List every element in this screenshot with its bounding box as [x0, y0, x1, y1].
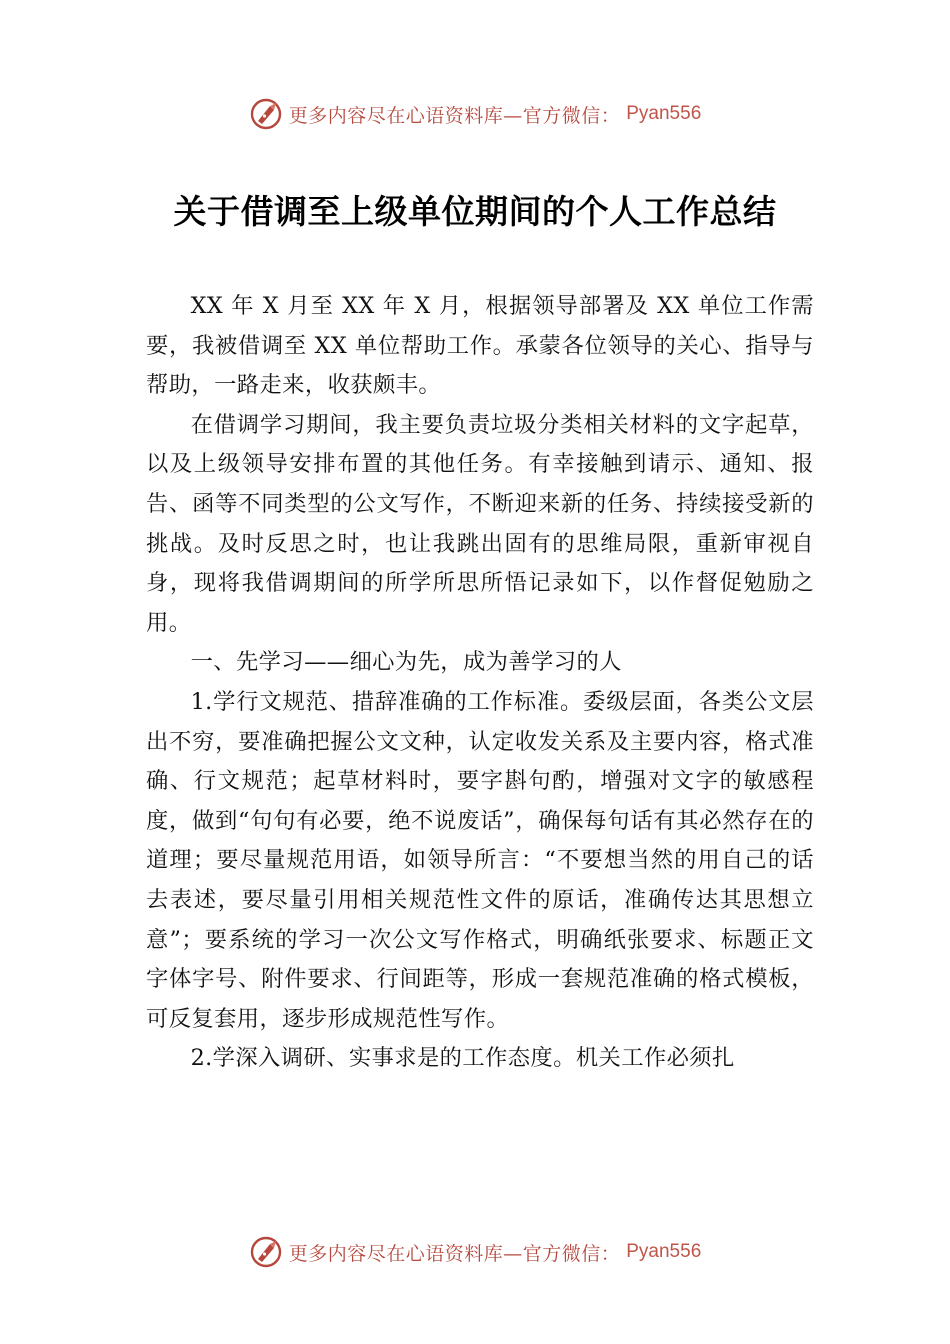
pen-nib-logo-icon [249, 97, 283, 131]
watermark-wechat-id: Pyan556 [626, 1241, 702, 1262]
watermark-header [0, 94, 950, 134]
paragraph: 1.学行文规范、措辞准确的工作标准。委级层面，各类公文层出不穷，要准确把握公文文种，认定收发关系及主要内容，格式准确、行文规范；起草材料时，要字斟句酌，增强对文字的敏感程度，做到“句句有必要，绝不说废话”，确保每句话有其必然存在的道理；要尽量规范用语，如领导所言：“不要想当然的用自己的话去表述，要尽量引用相关规范性文件的原话，准确传达其思想立意”；要系统的学习一次公文写作格式，明确纸张要求、标题正文字体字号、附件要求、行间距等，形成一套规范准确的格式模板，可反复套用，逐步形成规范性写作。 [146, 688, 814, 1032]
paragraph: 在借调学习期间，我主要负责垃圾分类相关材料的文字起草，以及上级领导安排布置的其他任务。有幸接触到请示、通知、报告、函等不同类型的公文写作，不断迎来新的任务、持续接受新的挑战。及时反思之时，也让我跳出固有的思维局限，重新审视自身，现将我借调期间的所学所思所悟记录如下，以作督促勉励之用。 [146, 411, 814, 636]
watermark-wechat-id: Pyan556 [626, 103, 702, 124]
watermark-footer [0, 1232, 950, 1272]
document-title: 关于借调至上级单位期间的个人工作总结 [173, 192, 777, 231]
section-heading: 一、先学习——细心为先，成为善学习的人 [190, 649, 622, 676]
watermark-text: 更多内容尽在心语资料库—官方微信： [288, 104, 621, 127]
pen-nib-logo-icon [249, 1235, 283, 1269]
document-body [146, 287, 814, 1079]
paragraph: XX 年 X 月至 XX 年 X 月，根据领导部署及 XX 单位工作需要，我被借调至 XX 单位帮助工作。承蒙各位领导的关心、指导与帮助，一路走来，收获颇丰。 [146, 293, 814, 399]
paragraph: 2.学深入调研、实事求是的工作态度。机关工作必须扎 [190, 1045, 735, 1072]
watermark-text: 更多内容尽在心语资料库—官方微信： [288, 1242, 621, 1265]
